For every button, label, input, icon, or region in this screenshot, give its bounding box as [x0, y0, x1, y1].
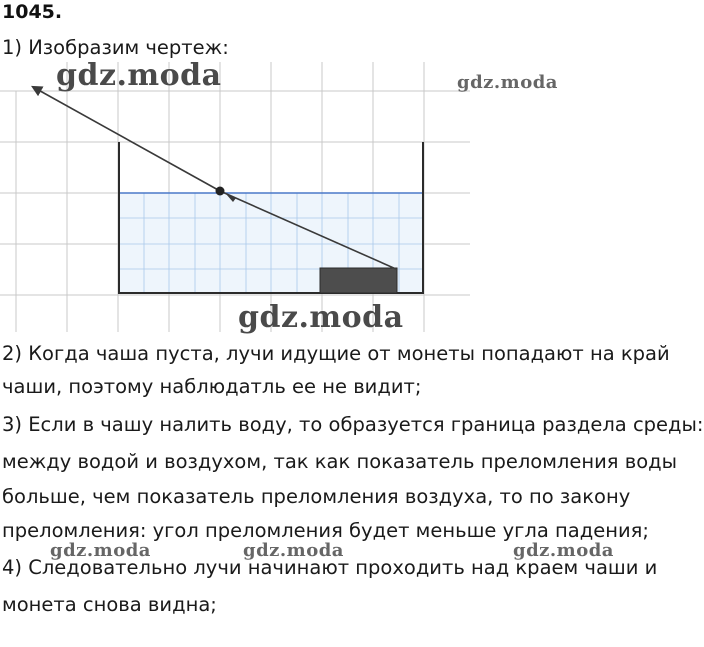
- watermark-bottom-left: gdz.moda: [50, 540, 151, 561]
- watermark-bottom-right: gdz.moda: [513, 540, 614, 561]
- ray-in-air: [33, 87, 220, 191]
- refraction-point: [216, 187, 225, 196]
- refraction-diagram: [0, 62, 628, 332]
- problem-number-value: 1045: [2, 1, 55, 23]
- step-2-line-2: чаши, поэтому наблюдатль ее не видит;: [2, 375, 422, 398]
- step-3-line-2: между водой и воздухом, так как показатель преломления воды: [2, 450, 678, 473]
- step-2-line-1: 2) Когда чаша пуста, лучи идущие от монеты попадают на край: [2, 342, 670, 365]
- step-4-line-2: монета снова видна;: [2, 593, 217, 616]
- watermark-bottom-center: gdz.moda: [243, 540, 344, 561]
- step-3-line-3: больше, чем показатель преломления воздуха, то по закону: [2, 485, 631, 508]
- step-3-line-1: 3) Если в чашу налить воду, то образуется граница раздела среды:: [2, 413, 704, 436]
- problem-number: [2, 0, 62, 24]
- coin: [320, 268, 397, 293]
- problem-number-suffix: .: [54, 1, 63, 23]
- step-1-line: 1) Изобразим чертеж:: [2, 36, 229, 59]
- watermark-top-left: gdz.moda: [56, 58, 222, 93]
- step-3-line-4: преломления: угол преломления будет меньше угла падения;: [2, 519, 649, 542]
- watermark-center: gdz.moda: [238, 300, 404, 335]
- watermark-top-right: gdz.moda: [457, 72, 558, 93]
- step-4-line-1: 4) Следовательно лучи начинают проходить над краем чаши и: [2, 556, 658, 579]
